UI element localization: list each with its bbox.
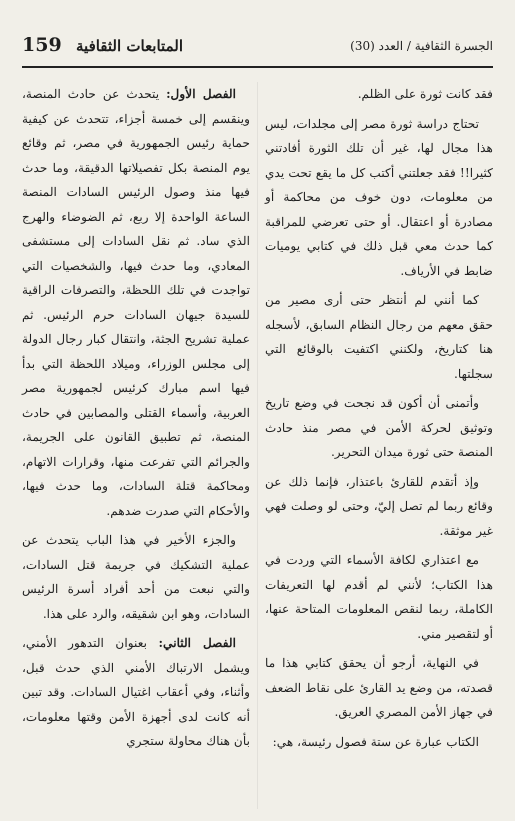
paragraph: الكتاب عبارة عن ستة فصول رئيسة، هي: — [272, 734, 479, 749]
column-divider — [257, 82, 258, 809]
header-rule — [22, 66, 493, 68]
chapter-one-heading: الفصل الأول: — [166, 87, 236, 101]
page-number: 159 — [22, 34, 62, 56]
issue-info: الجسرة الثقافية / العدد (30) — [350, 39, 493, 53]
paragraph: في النهاية، أرجو أن يحقق كتابي هذا ما قصدته، من وضع يد القارئ على نقاط الضعف في جهاز الأمن المصري العريق. — [265, 656, 493, 719]
chapter-two-text: بعنوان التدهور الأمني، ويشمل الارتباك الأمني الذي حدث قبل، وأثناء، وفي أعقاب اغتيال السادات. وقد تبين أنه كانت لدى أجهزة الأمن وقتها معلومات، بأن هناك محاولة ستجري — [22, 636, 250, 748]
left-column — [22, 82, 250, 759]
chapter-two-paragraph — [22, 631, 250, 754]
paragraph: وأتمنى أن أكون قد نجحت في وضع تاريخ وتوثيق لحركة الأمن في مصر منذ حادث المنصة حتى ثورة ميدان التحرير. — [265, 396, 493, 459]
chapter-one-text: يتحدث عن حادث المنصة، وينقسم إلى خمسة أجزاء، تتحدث عن كيفية حماية رئيس الجمهورية في مصر، ثم وقائع يوم المنصة بكل تفصيلاتها الدقيقة، وما حدث فيها منذ وصول الرئيس السادات المنصة الساعة الواحدة إلا ربع، ثم الضوضاء والهرج الذي ساد. ثم نقل السادات إلى مستشفى المعادي، وما حدث فيها، والشخصيات التي تواجدت في تلك اللحظة، والتصرفات الراقية للسيدة جيهان السادات حرم الرئيس. ثم عملية تشريح الجثة، وانتقال كبار رجال الدولة إلى مجلس الوزراء، وميلاد اللحظة التي بدأ فيها اسم مبارك كرئيس لجمهورية مصر العربية، وأسماء القتلى والمصابين في حادث المنصة، ثم تطبيق القانون على الجريمة، والجرائم التي تفرعت منها، وقرارات الاتهام، ومحاكمة قتلة السادات، وما حدث فيها، والأحكام التي صدرت ضدهم. — [22, 87, 250, 518]
paragraph: تحتاج دراسة ثورة مصر إلى مجلدات، ليس هذا مجال لها، غير أن تلك الثورة أفادتني كثيرا!! فقد جعلتني أكتب كل ما يقع تحت يدي من معلومات، دون خوف من محاكمة أو مصادرة أو اعتقال. أو حتى تعرضي للمراقبة كما حدث معي قبل ذلك في كتابي يوميات ضابط في الأرياف. — [265, 116, 493, 278]
page-header — [22, 30, 493, 64]
chapter-one-paragraph — [22, 82, 250, 523]
paragraph: وإذ أتقدم للقارئ باعتذار، فإنما ذلك عن وقائع ربما لم تصل إليّ، وحتى لو وصلت فهي غير موثقة. — [265, 474, 493, 538]
paragraph: مع اعتذاري لكافة الأسماء التي وردت في هذا الكتاب؛ لأنني لم أقدم لها التعريفات الكاملة، ربما لنقص المعلومات المتاحة عنها، أو لتقصير مني. — [265, 553, 493, 641]
paragraph: فقد كانت ثورة على الظلم. — [357, 87, 493, 101]
right-column — [265, 82, 493, 759]
chapter-two-heading: الفصل الثاني: — [158, 636, 237, 650]
magazine-section-title: المتابعات الثقافية — [76, 37, 183, 55]
paragraph: كما أنني لم أنتظر حتى أرى مصير من حقق معهم من رجال النظام السابق، لأسجله هنا كتاريخ، ولكنني اكتفيت بالوقائع التي سجلتها. — [265, 293, 493, 381]
paragraph: والجزء الأخير في هذا الباب يتحدث عن عملية التشكيك في جريمة قتل السادات، والتي نبعت من أحد أفراد أسرة الرئيس السادات، وهو ابن شقيقه، والرد على هذا. — [22, 533, 250, 621]
